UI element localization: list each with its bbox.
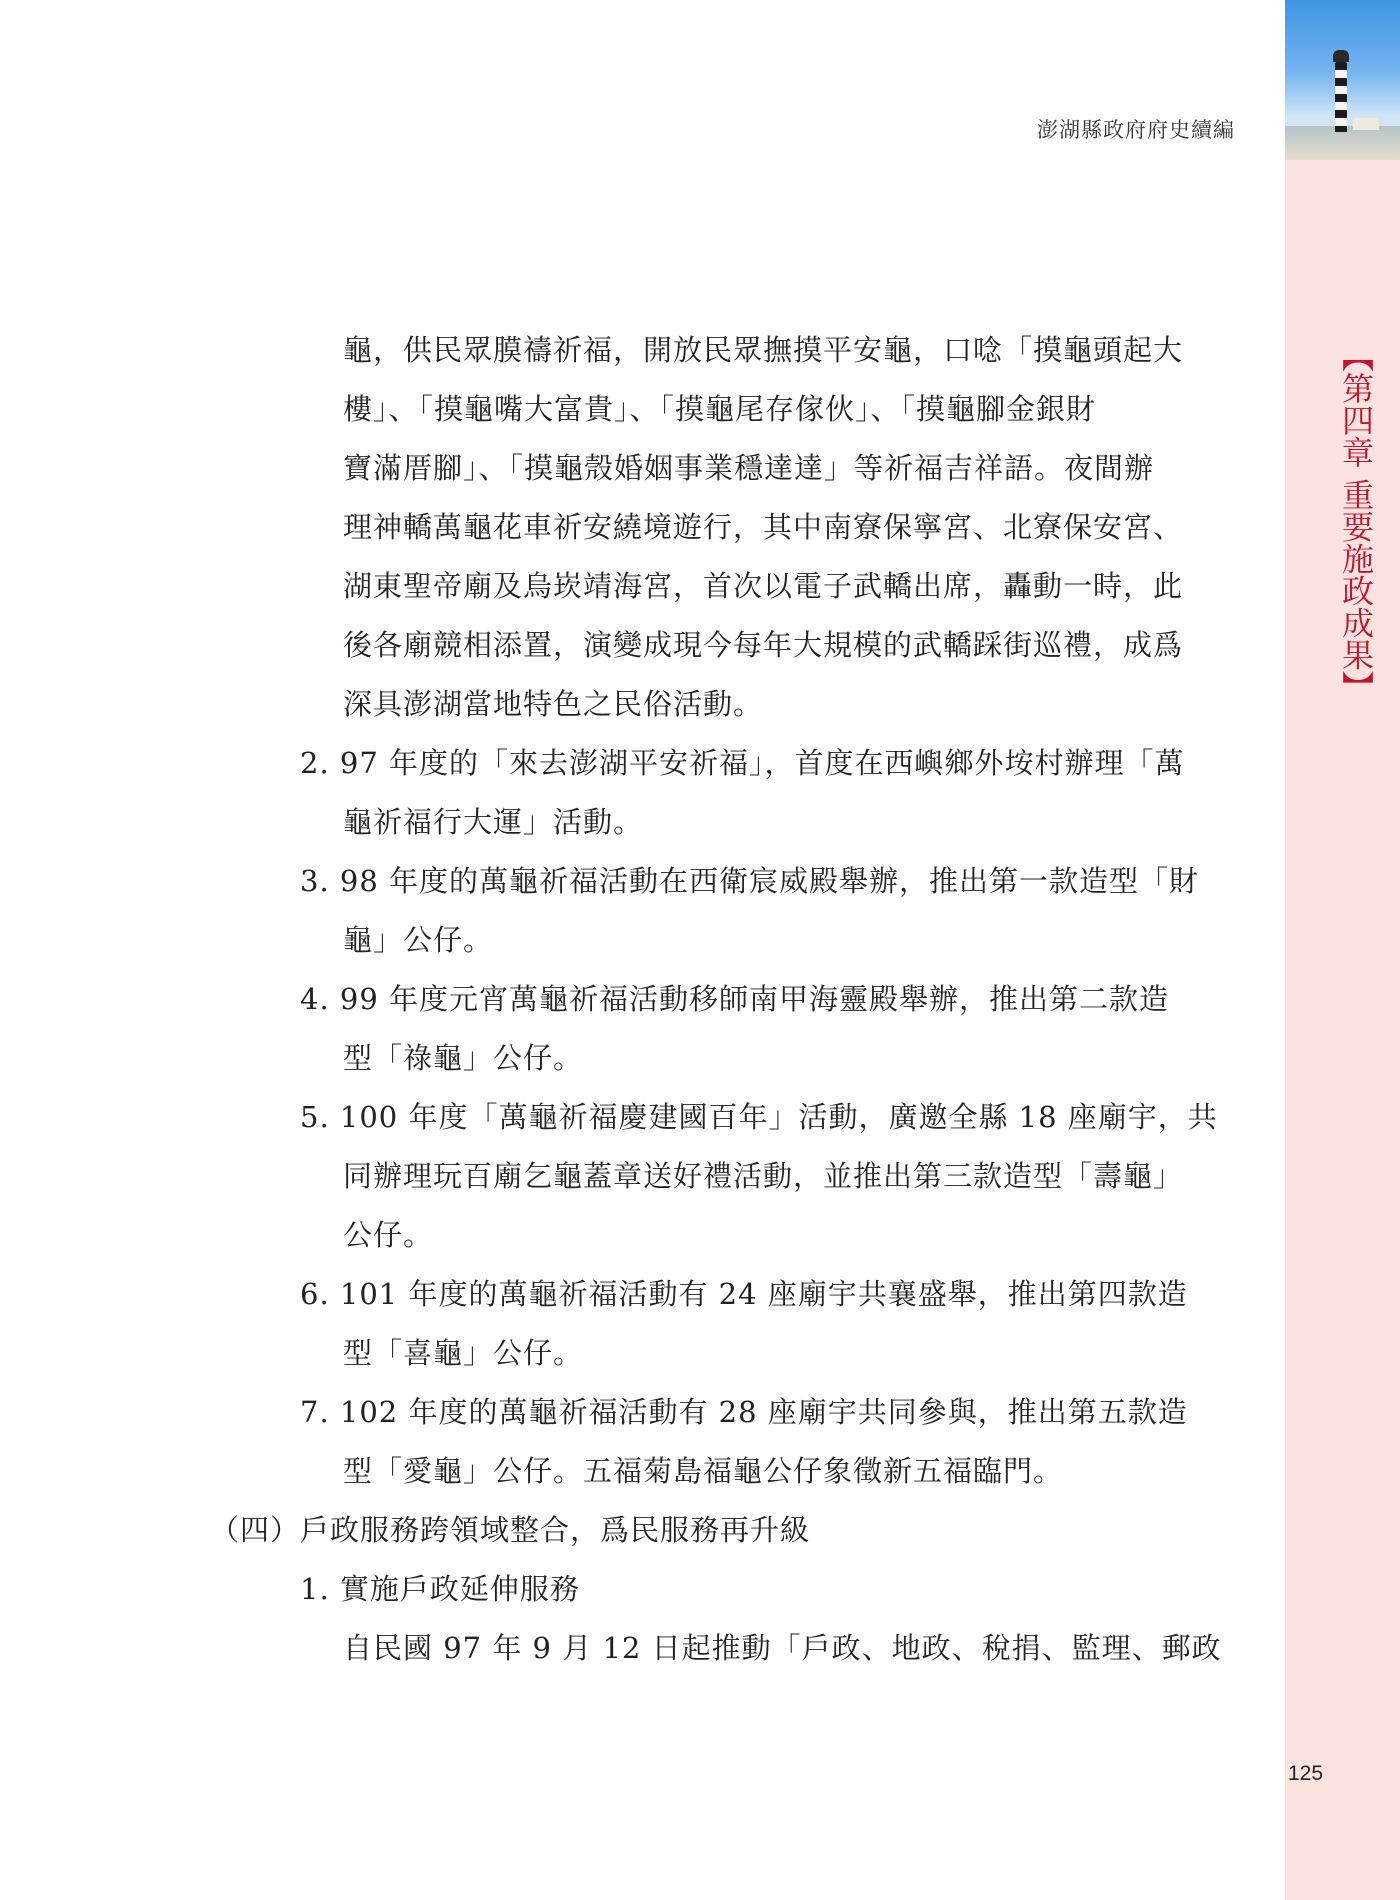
page-number: 125	[1288, 1762, 1324, 1785]
list-item-5-continuation: 同辦理玩百廟乞龜蓋章送好禮活動，並推出第三款造型「壽龜」	[343, 1159, 1184, 1193]
list-item-3-continuation: 龜」公仔。	[343, 923, 494, 957]
paragraph-line: 自民國 97 年 9 月 12 日起推動「戶政、地政、稅捐、監理、郵政	[343, 1631, 1222, 1665]
list-item-4: 4. 99 年度元宵萬龜祈福活動移師南甲海靈殿舉辦，推出第二款造	[300, 982, 1170, 1016]
list-item-2-continuation: 龜祈福行大運」活動。	[343, 805, 644, 839]
lighthouse-photo	[1285, 0, 1400, 160]
paragraph-line: 理神轎萬龜花車祈安繞境遊行，其中南寮保寧宮、北寮保安宮、	[343, 510, 1184, 544]
house-icon	[1353, 118, 1379, 130]
paragraph-line: 寶滿厝腳」、「摸龜殼婚姻事業穩達達」等祈福吉祥語。夜間辦	[343, 451, 1155, 485]
chapter-tab-label: 【第四章 重要施政成果】	[1337, 340, 1375, 703]
list-item-6-continuation: 型「喜龜」公仔。	[343, 1336, 584, 1370]
section-heading: （四）戶政服務跨領域整合，爲民服務再升級	[210, 1513, 811, 1547]
paragraph-line: 樓」、「摸龜嘴大富貴」、「摸龜尾存傢伙」、「摸龜腳金銀財	[343, 392, 1097, 426]
running-header-title: 澎湖縣政府府史續編	[1037, 118, 1235, 142]
list-item-6: 6. 101 年度的萬龜祈福活動有 24 座廟宇共襄盛舉，推出第四款造	[300, 1277, 1188, 1311]
lighthouse-icon	[1335, 62, 1347, 132]
paragraph-line: 湖東聖帝廟及烏崁靖海宮，首次以電子武轎出席，轟動一時，此	[343, 569, 1184, 603]
list-item-4-continuation: 型「祿龜」公仔。	[343, 1041, 584, 1075]
list-item-3: 3. 98 年度的萬龜祈福活動在西衛宸威殿舉辦，推出第一款造型「財	[300, 864, 1200, 898]
list-item-7: 7. 102 年度的萬龜祈福活動有 28 座廟宇共同參與，推出第五款造	[300, 1395, 1188, 1429]
list-item-5: 5. 100 年度「萬龜祈福慶建國百年」活動，廣邀全縣 18 座廟宇，共	[300, 1100, 1218, 1134]
lighthouse-lamp-icon	[1333, 50, 1349, 62]
paragraph-line: 龜，供民眾膜禱祈福，開放民眾撫摸平安龜，口唸「摸龜頭起大	[343, 333, 1184, 367]
list-item-2: 2. 97 年度的「來去澎湖平安祈福」，首度在西嶼鄉外垵村辦理「萬	[300, 746, 1185, 780]
paragraph-line: 深具澎湖當地特色之民俗活動。	[343, 687, 764, 721]
paragraph-line: 後各廟競相添置，演變成現今每年大規模的武轎踩街巡禮，成爲	[343, 628, 1184, 662]
chapter-side-band	[1285, 0, 1400, 1900]
subsection-heading: 1. 實施戶政延伸服務	[300, 1572, 580, 1606]
list-item-7-continuation: 型「愛龜」公仔。五福菊島福龜公仔象徵新五福臨門。	[343, 1454, 1064, 1488]
list-item-5-continuation: 公仔。	[343, 1218, 434, 1252]
